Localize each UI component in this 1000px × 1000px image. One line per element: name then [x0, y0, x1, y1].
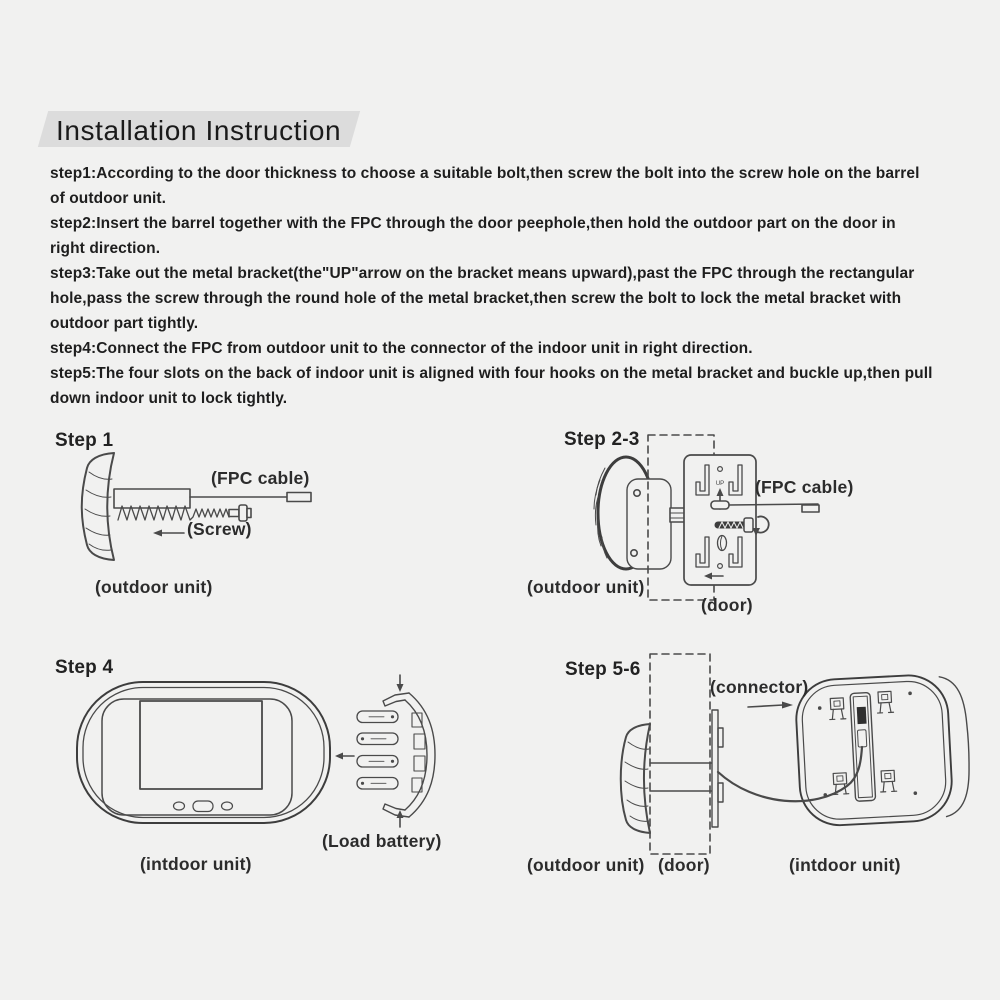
- instruction-steps: [50, 161, 934, 411]
- indoor-unit-back: [794, 672, 972, 827]
- step2-3-label: Step 2-3: [564, 429, 640, 450]
- connector-pointer-arrow: [748, 702, 793, 709]
- step1-label: Step 1: [55, 430, 114, 451]
- step2-3-fpc-cable-label: (FPC cable): [755, 477, 854, 497]
- fpc-connector: [857, 707, 867, 724]
- barrel: [114, 489, 190, 508]
- step1-screw-label: (Screw): [187, 519, 252, 539]
- indoor-unit-front: [77, 682, 330, 823]
- outdoor-unit-side-view: [82, 453, 114, 560]
- step5-6-connector-label: (connector): [710, 677, 809, 697]
- step4-load-battery-label: (Load battery): [322, 831, 442, 851]
- step4-indoor-unit-label: (intdoor unit): [140, 854, 252, 874]
- bracket-up-marking: UP: [715, 481, 725, 487]
- screw-pointer-arrow: [153, 530, 184, 537]
- step4-illustration: [40, 655, 460, 835]
- button-left: [174, 802, 185, 810]
- instruction-step-2: step2:Insert the barrel together with the FPC through the door peephole,then hold the outdoor part on the door in right direction.: [50, 215, 896, 257]
- step2-3-outdoor-unit-label: (outdoor unit): [527, 577, 645, 597]
- outdoor-unit-back-view: [594, 457, 671, 569]
- lcd-screen: [140, 701, 262, 789]
- instruction-step-1: step1:According to the door thickness to choose a suitable bolt,then screw the bolt into the screw hole on the barrel of outdoor unit.: [50, 165, 920, 207]
- assembly-arrows: [335, 675, 404, 827]
- fpc-slot: [711, 501, 729, 509]
- step1-outdoor-unit-label: (outdoor unit): [95, 577, 213, 597]
- batteries: [357, 711, 398, 789]
- outdoor-unit-side-view: [621, 724, 650, 833]
- step5-6-indoor-unit-label: (intdoor unit): [789, 855, 901, 875]
- step5-6-door-label: (door): [658, 855, 710, 875]
- button-right: [222, 802, 233, 810]
- door-outline: [650, 654, 710, 854]
- button-middle: [193, 801, 213, 812]
- instruction-step-3: step3:Take out the metal bracket(the"UP"arrow on the bracket means upward),past the FPC through the rectangular hole,pass the screw through the round hole of the metal bracket,then screw the bolt to lock the metal bracket with outdoor part tightly.: [50, 265, 915, 332]
- step5-6-outdoor-unit-label: (outdoor unit): [527, 855, 645, 875]
- barrel-through-door: [650, 763, 712, 791]
- step1-fpc-cable-label: (FPC cable): [211, 468, 310, 488]
- fpc-cable-drawing: [190, 493, 311, 502]
- step2-3-door-label: (door): [701, 595, 753, 615]
- step4-label: Step 4: [55, 657, 114, 678]
- metal-bracket-side: [712, 710, 723, 827]
- page-title: Installation Instruction: [56, 115, 342, 146]
- step5-6-label: Step 5-6: [565, 659, 641, 680]
- instruction-step-4: step4:Connect the FPC from outdoor unit to the connector of the indoor unit in right direction.: [50, 340, 753, 357]
- instruction-step-5: step5:The four slots on the back of indoor unit is aligned with four hooks on the metal bracket and buckle up,then pull down indoor unit to lock tightly.: [50, 365, 933, 407]
